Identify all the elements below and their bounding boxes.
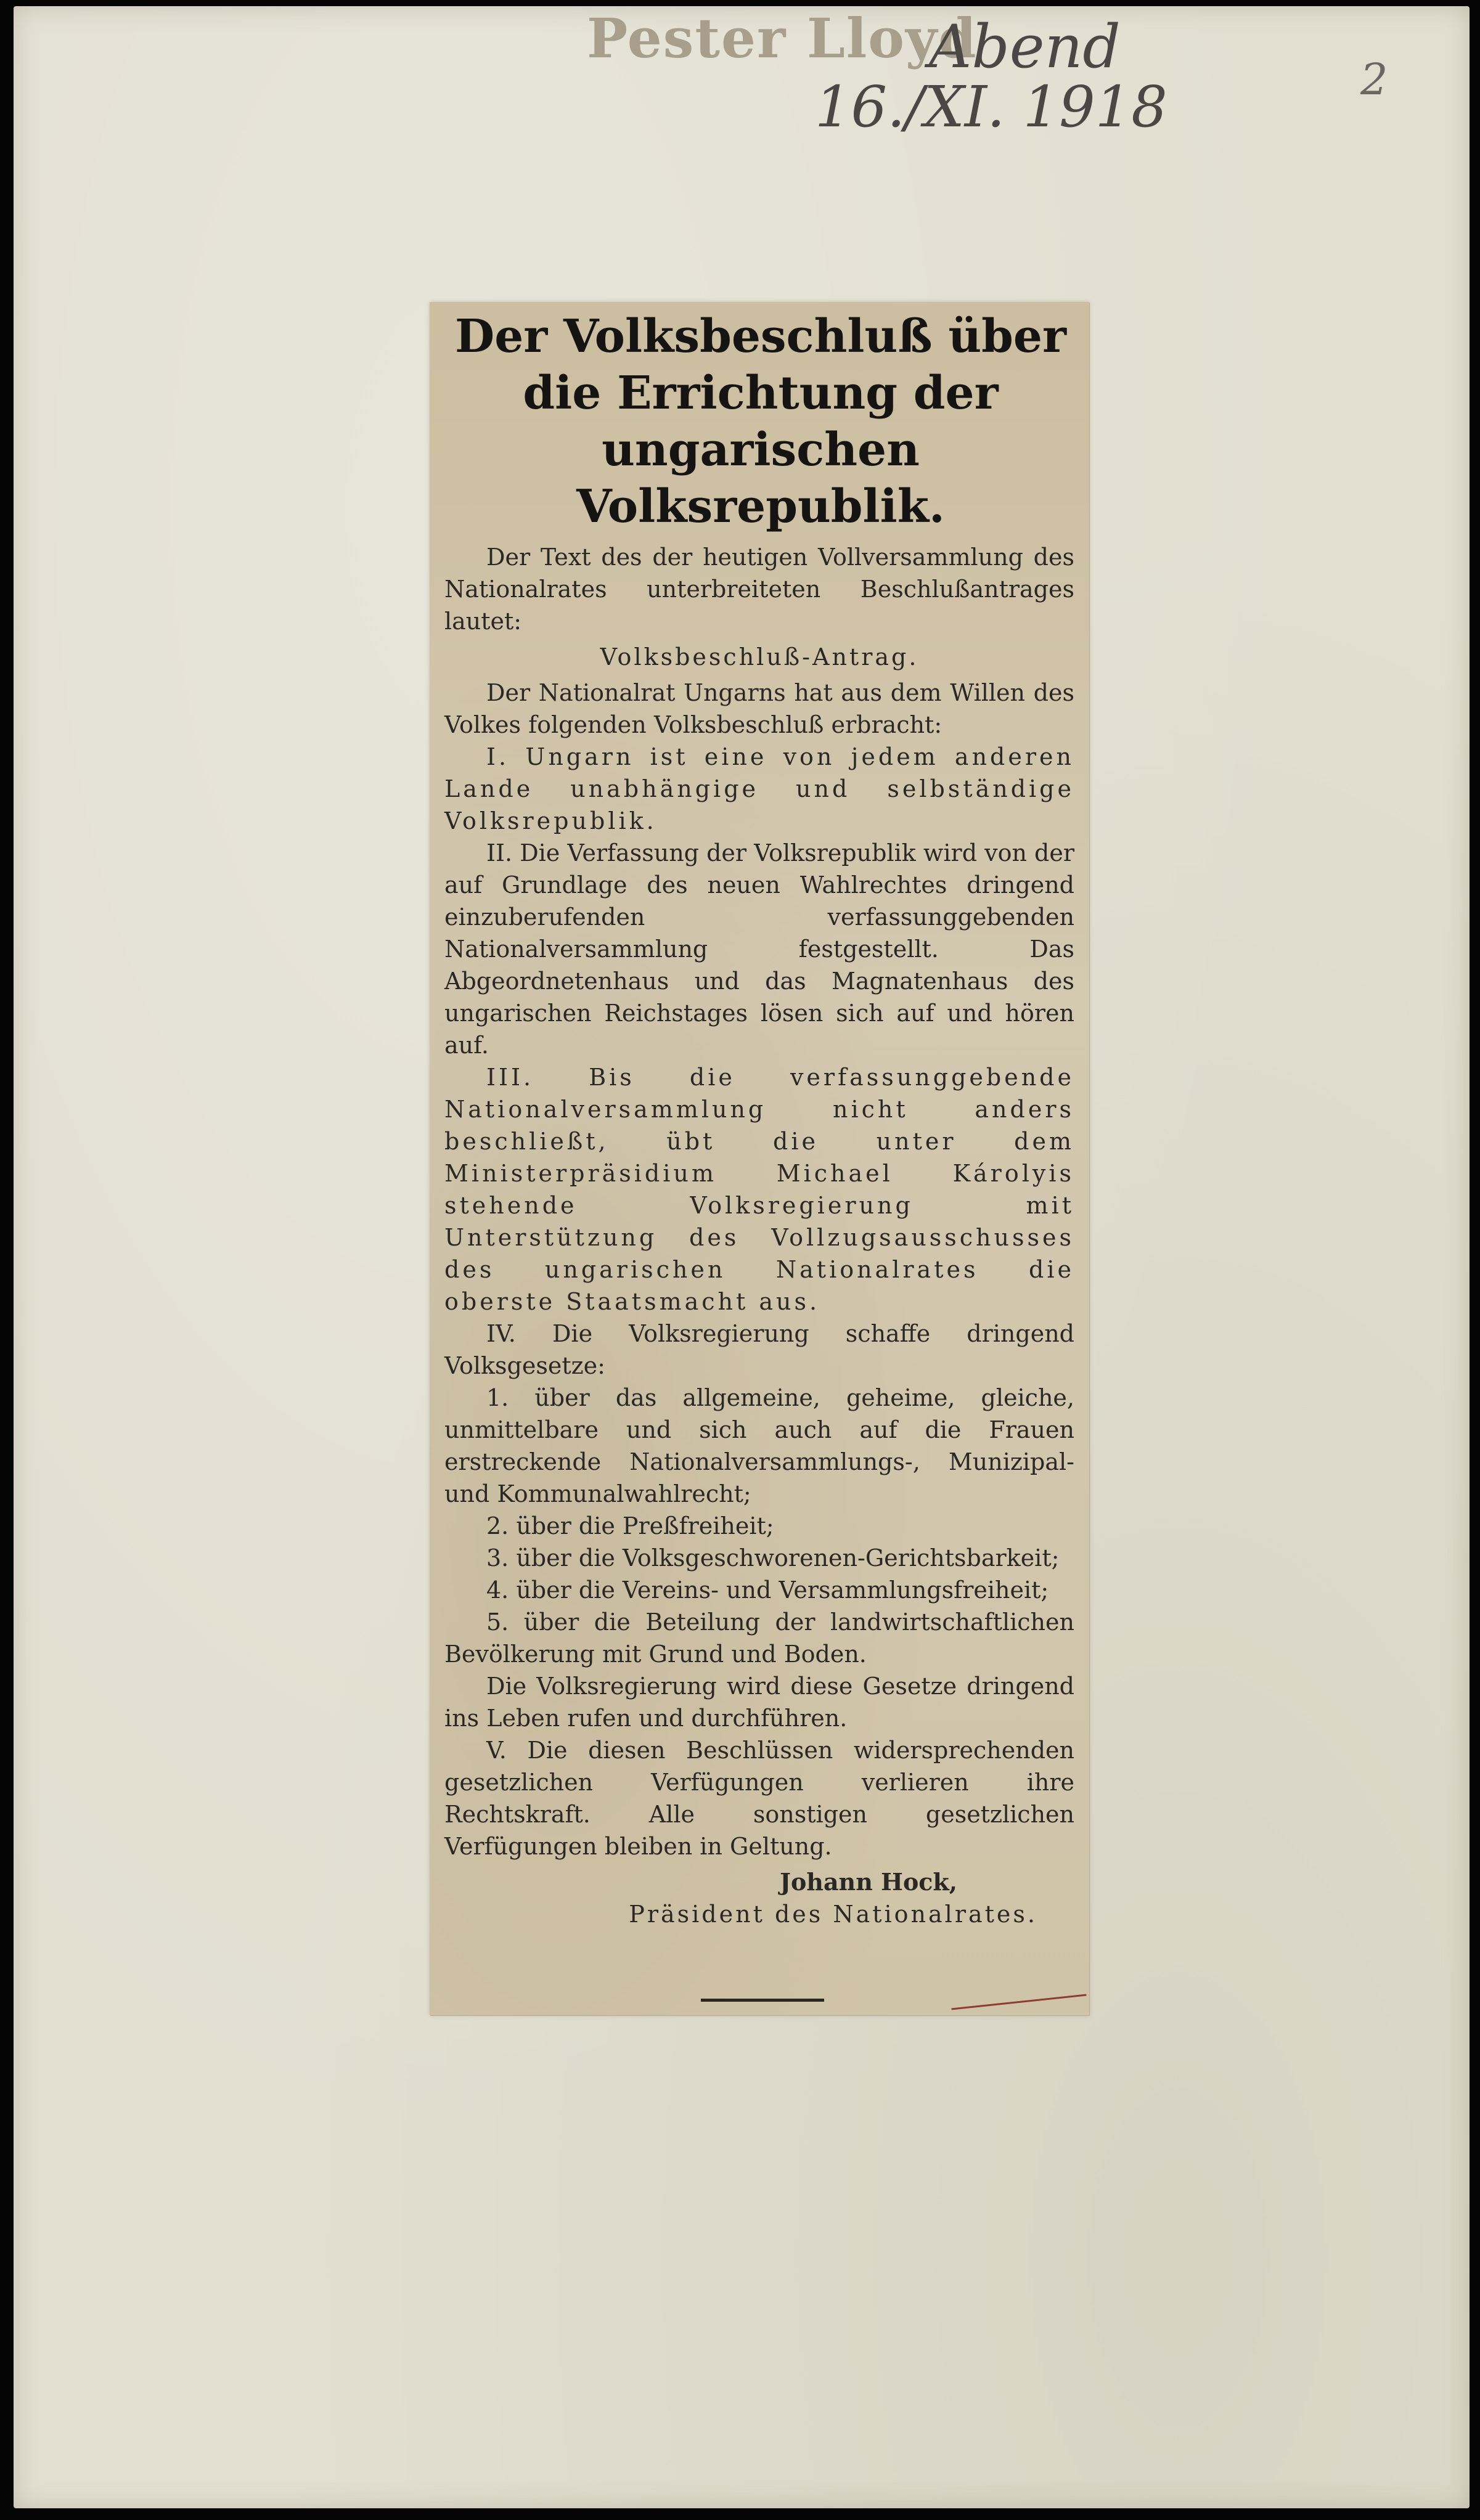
article-implementation: Die Volksregierung wird diese Gesetze dringend ins Leben rufen und durchführen. bbox=[444, 1673, 1074, 1732]
article-body bbox=[444, 541, 1074, 1930]
newspaper-stamp: Pester Lloyd bbox=[587, 6, 978, 70]
article-law-item-3: 3. über die Volksgeschworenen-Gerichtsbarkeit; bbox=[486, 1544, 1060, 1572]
article-headline: Der Volksbeschluß über die Errichtung der ungarischen Volksrepublik. bbox=[455, 310, 1066, 533]
closing-rule bbox=[701, 1999, 824, 2002]
article-law-item-1: 1. über das allgemeine, geheime, gleiche, unmittelbare und sich auch auf die Frauen erstreckende Nationalversammlungs-, Munizipal- und Kommunalwahlrecht; bbox=[444, 1384, 1074, 1507]
article-section-3: III. Bis die verfassunggebende Nationalversammlung nicht anders beschließt, übt die unter dem Ministerpräsidium Michael Károlyis stehende Volksregierung mit Unterstützung des Vollzugsausschusses des ungarischen Nationalrates die oberste Staatsmacht aus. bbox=[444, 1064, 1074, 1315]
article-section-1: I. Ungarn ist eine von jedem anderen Lande unabhängige und selbständige Volksrepublik. bbox=[444, 743, 1074, 834]
article-law-item-2: 2. über die Preßfreiheit; bbox=[486, 1512, 774, 1539]
article-intro: Der Text des der heutigen Vollversammlung des Nationalrates unterbreiteten Beschlußantrages lautet: bbox=[444, 544, 1074, 635]
article-law-item-4: 4. über die Vereins- und Versammlungsfreiheit; bbox=[486, 1576, 1049, 1604]
archive-sheet bbox=[14, 6, 1470, 2508]
handwritten-date: 16./XI. 1918 bbox=[815, 74, 1167, 140]
signature-title: Präsident des Nationalrates. bbox=[629, 1901, 1037, 1928]
signature-name: Johann Hock, bbox=[779, 1868, 957, 1896]
article-section-2: II. Die Verfassung der Volksrepublik wird von der auf Grundlage des neuen Wahlrechtes dringend einzuberufenden verfassunggebenden Nationalversammlung festgestellt. Das Abgeordnetenhaus und das Magnatenhaus des ungarischen Reichstages lösen sich auf und hören auf. bbox=[444, 839, 1074, 1059]
article-section-4: IV. Die Volksregierung schaffe dringend Volksgesetze: bbox=[444, 1320, 1074, 1379]
article-preamble: Der Nationalrat Ungarns hat aus dem Willen des Volkes folgenden Volksbeschluß erbracht: bbox=[444, 679, 1074, 738]
newspaper-clipping bbox=[430, 302, 1089, 2015]
red-pencil-mark bbox=[951, 1994, 1086, 2010]
handwritten-page-number: 2 bbox=[1360, 54, 1388, 105]
article-section-5: V. Die diesen Beschlüssen widersprechenden gesetzlichen Verfügungen verlieren ihre Rechtskraft. Alle sonstigen gesetzlichen Verfügungen bleiben in Geltung. bbox=[444, 1737, 1074, 1860]
handwritten-edition: Abend bbox=[929, 12, 1121, 81]
article-subtitle: Volksbeschluß-Antrag. bbox=[600, 643, 919, 671]
article-law-item-5: 5. über die Beteilung der landwirtschaftlichen Bevölkerung mit Grund und Boden. bbox=[444, 1609, 1074, 1668]
